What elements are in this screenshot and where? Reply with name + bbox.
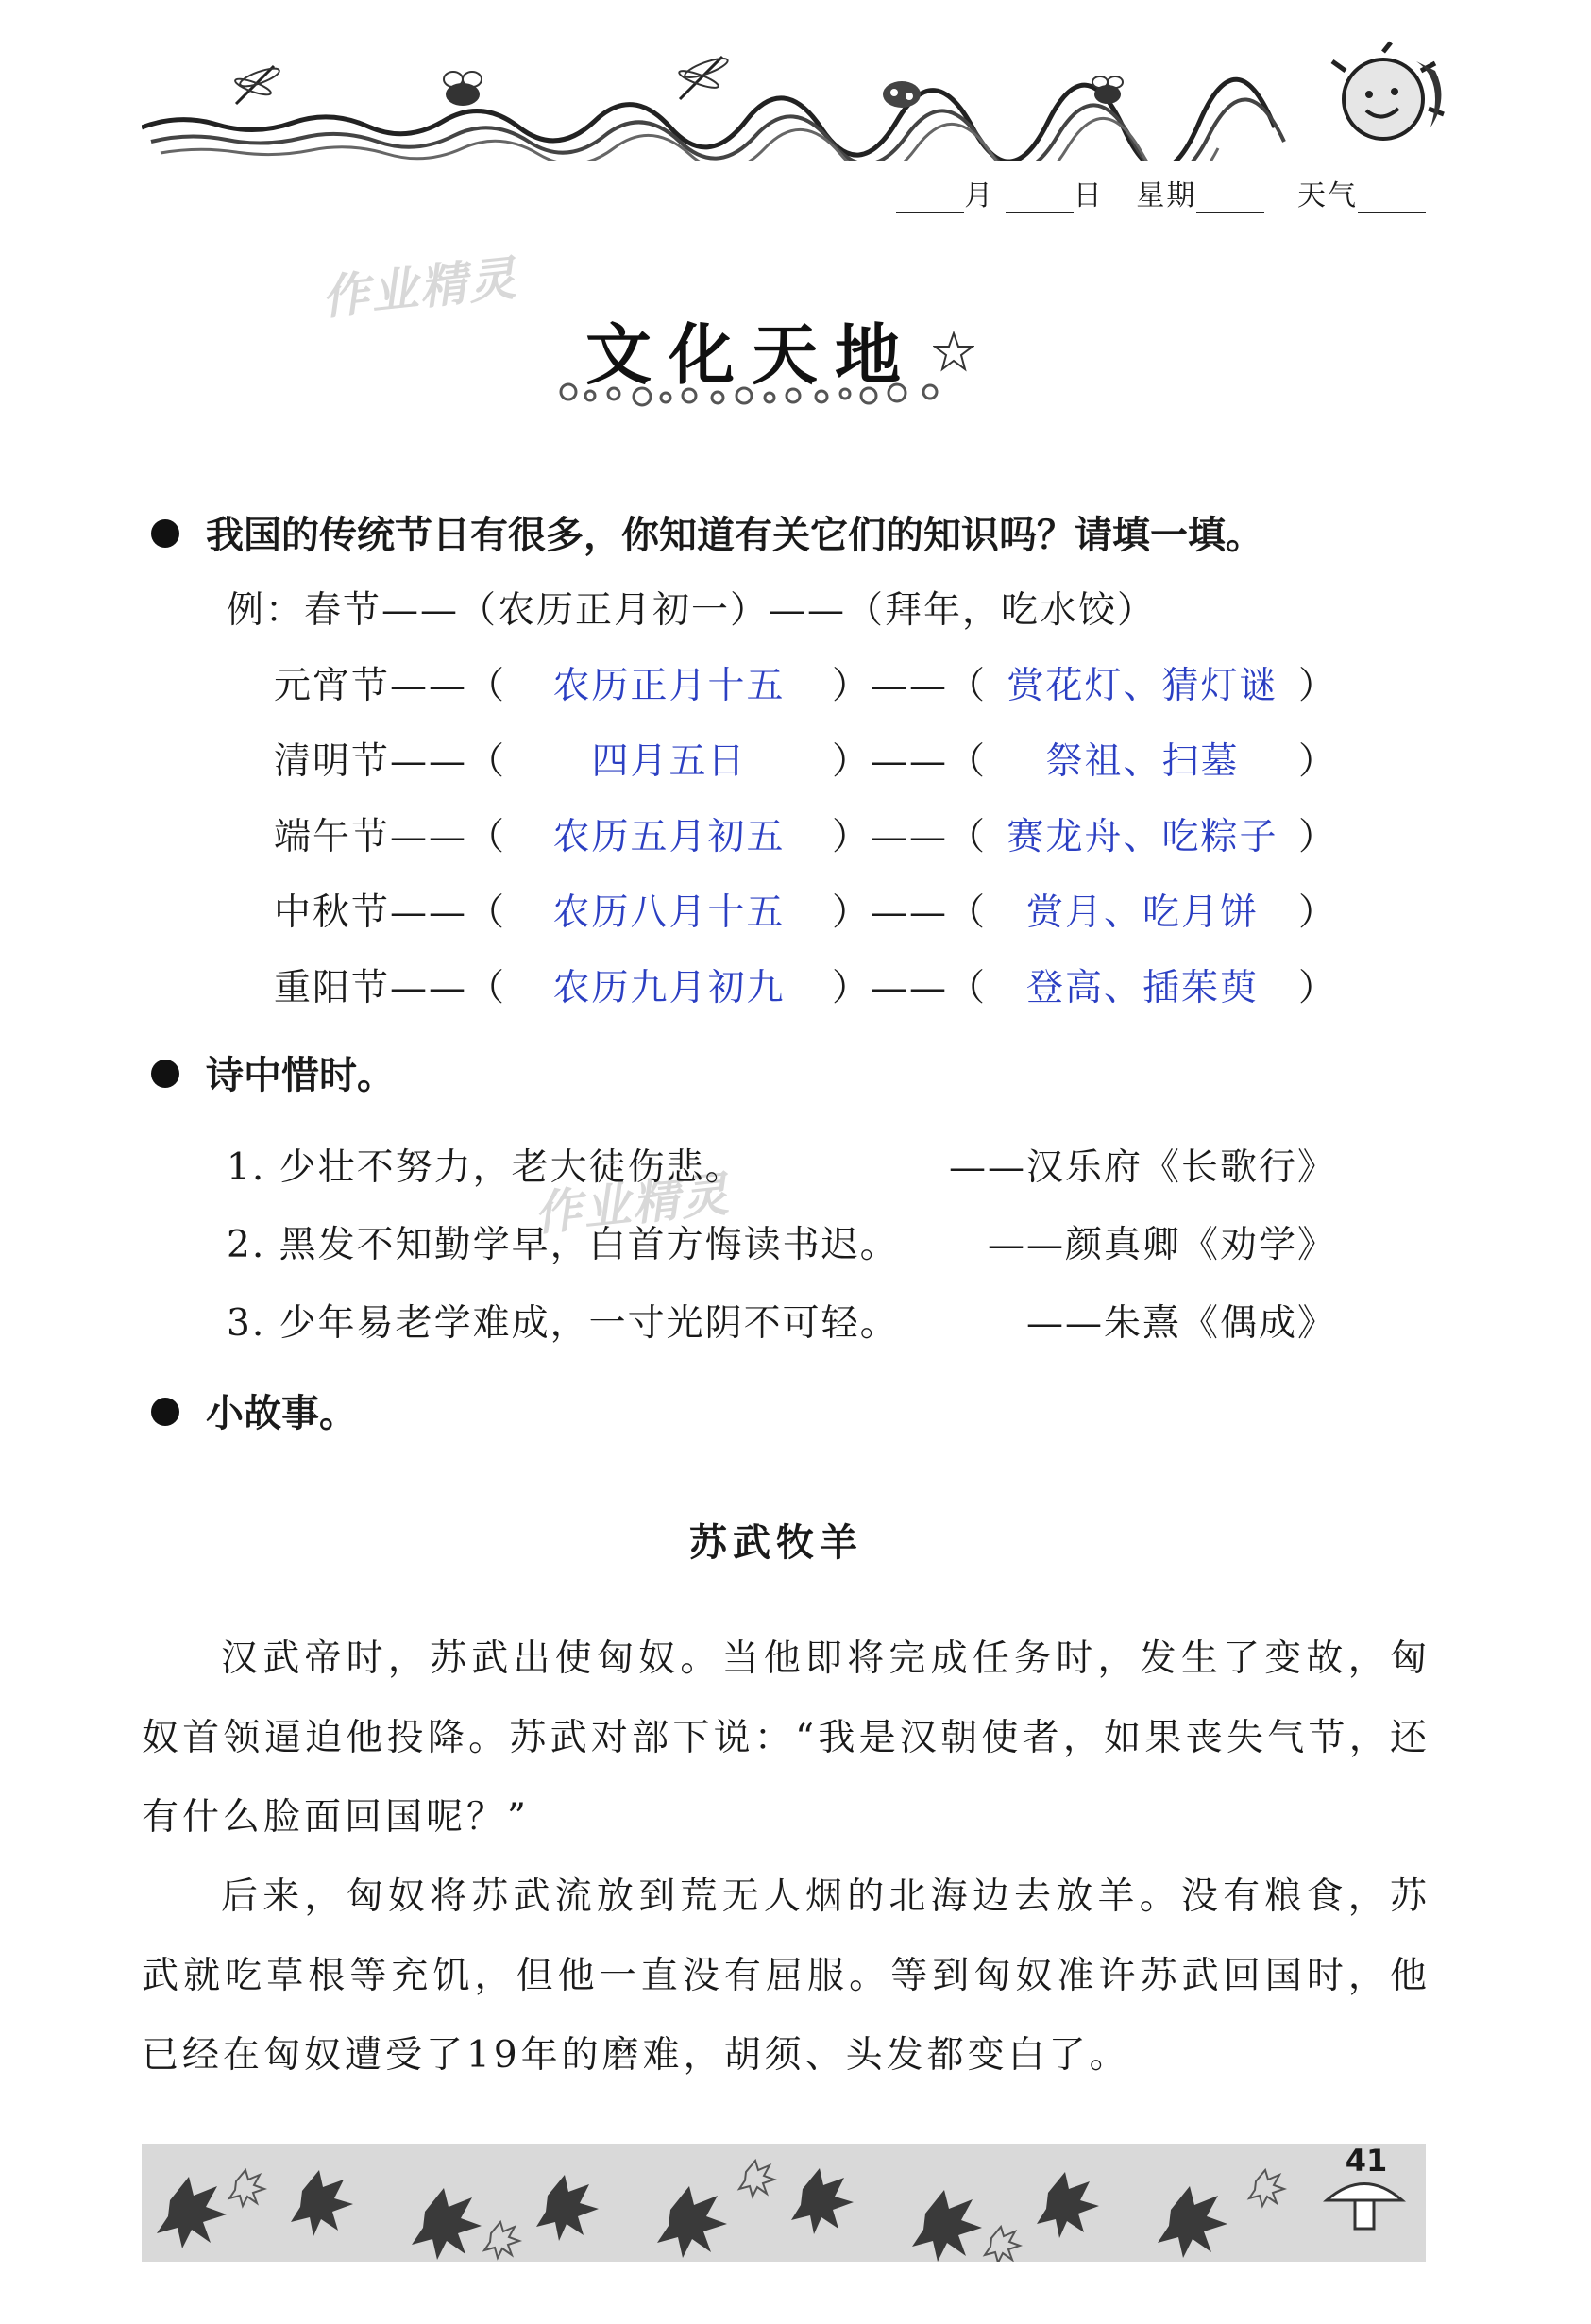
section-heading-poems [151, 1045, 395, 1099]
poem-source: ——汉乐府《长歌行》 [948, 1146, 1336, 1189]
page-number: 41 [1345, 2143, 1388, 2179]
page-title: 文化天地 [585, 316, 918, 394]
section-heading-festivals [151, 505, 1263, 559]
answer-date: 农历正月十五 [552, 665, 786, 707]
answer-custom: 祭祖、扫墓 [1045, 740, 1240, 783]
answer-custom: 赏月、吃月饼 [1026, 891, 1260, 934]
section-heading-story [151, 1383, 357, 1437]
weekday-label: 星期 [1136, 179, 1197, 212]
watermark: 作业精灵 [531, 1166, 733, 1242]
answer-custom: 赏花灯、猜灯谜 [1007, 665, 1278, 707]
star-icon [933, 331, 974, 372]
month-label: 月 [964, 179, 995, 212]
festival-name: 元宵节——（ [274, 665, 507, 707]
watermark: 作业精灵 [318, 250, 520, 326]
row-separator: ）——（ [832, 665, 988, 707]
header-decoration [142, 38, 1445, 161]
title-bubbles-decoration [557, 373, 973, 411]
day-blank[interactable] [1006, 185, 1074, 213]
poem-line: 3. 少年易老学难成，一寸光阴不可轻。 [227, 1302, 899, 1345]
festival-row [274, 958, 1337, 1011]
festival-row [274, 732, 1337, 785]
story-title: 苏武牧羊 [689, 1520, 863, 1565]
festival-row [274, 883, 1337, 936]
answer-date: 农历九月初九 [552, 967, 786, 1009]
festival-name: 重阳节——（ [274, 967, 507, 1009]
row-separator: ）——（ [832, 967, 988, 1009]
festival-name: 清明节——（ [274, 740, 507, 783]
answer-custom: 赛龙舟、吃粽子 [1007, 816, 1278, 858]
row-end: ） [1298, 967, 1338, 1009]
row-separator: ）——（ [832, 891, 988, 934]
answer-date: 农历五月初五 [552, 816, 786, 858]
month-blank[interactable] [896, 185, 964, 213]
row-separator: ）——（ [832, 816, 988, 858]
section-heading-text: 我国的传统节日有很多，你知道有关它们的知识吗？请填一填。 [206, 514, 1263, 557]
festival-row [274, 656, 1337, 709]
row-end: ） [1298, 816, 1338, 858]
festival-row [274, 807, 1337, 860]
poem-line: 2. 黑发不知勤学早，白首方悔读书迟。 [227, 1224, 899, 1266]
weather-label: 天气 [1297, 179, 1358, 212]
section-heading-text: 诗中惜时。 [206, 1054, 395, 1097]
story-paragraph: 后来，匈奴将苏武流放到荒无人烟的北海边去放羊。没有粮食，苏武就吃草根等充饥，但他一直没有屈服。等到匈奴准许苏武回国时，他已经在匈奴遭受了19年的磨难，胡须、头发都变白了。 [142, 1875, 1430, 2077]
ladybug-icon [883, 81, 921, 108]
festival-name: 端午节——（ [274, 816, 507, 858]
bee-icon [444, 72, 482, 106]
sun-icon [1332, 42, 1444, 139]
example-line: 例：春节——（农历正月初一）——（拜年，吃水饺） [227, 589, 1157, 632]
poem-source: ——颜真卿《劝学》 [987, 1224, 1336, 1266]
answer-date: 农历八月十五 [552, 891, 786, 934]
poem-source: ——朱熹《偶成》 [1025, 1302, 1336, 1345]
dragonfly-icon [678, 55, 730, 99]
story-paragraph: 汉武帝时，苏武出使匈奴。当他即将完成任务时，发生了变故，匈奴首领逼迫他投降。苏武对部下说：“我是汉朝使者，如果丧失气节，还有什么脸面回国呢？” [142, 1637, 1430, 1839]
bullet-icon [151, 519, 179, 548]
answer-custom: 登高、插茱萸 [1026, 967, 1260, 1009]
dragonfly-icon [233, 65, 280, 104]
date-weather-line [896, 172, 1426, 213]
festival-name: 中秋节——（ [274, 891, 507, 934]
day-label: 日 [1073, 179, 1104, 212]
footer-leaves-decoration [142, 2144, 1426, 2262]
poem-line: 1. 少壮不努力，老大徒伤悲。 [227, 1146, 744, 1189]
bullet-icon [151, 1060, 179, 1088]
beetle-icon [1092, 76, 1123, 104]
bullet-icon [151, 1398, 179, 1426]
row-end: ） [1298, 665, 1338, 707]
weekday-blank[interactable] [1196, 185, 1264, 213]
row-end: ） [1298, 740, 1338, 783]
weather-blank[interactable] [1358, 185, 1426, 213]
section-heading-text: 小故事。 [206, 1392, 357, 1435]
row-end: ） [1298, 891, 1338, 934]
answer-date: 四月五日 [591, 740, 747, 783]
row-separator: ）——（ [832, 740, 988, 783]
